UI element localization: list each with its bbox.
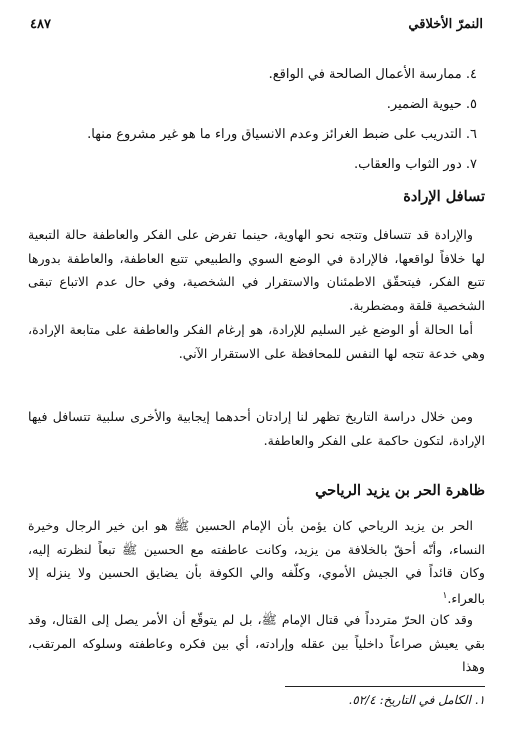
numbered-list [28,60,477,180]
footnote-divider [285,686,485,687]
page-number: ٤٨٧ [30,16,51,32]
paragraph: أما الحالة أو الوضع غير السليم للإرادة، هو إرغام الفكر والعاطفة على متابعة الإرادة، وهي خدعة تتجه لها النفس للمحافظة على الاستقرار الآني. [28,322,485,361]
section-heading: ظاهرة الحر بن يزيد الرياحي [315,482,485,499]
running-header [30,14,483,34]
running-title: النمرّ الأخلاقي [408,16,483,32]
list-item: ٦. التدريب على ضبط الغرائز وعدم الانسياق وراء ما هو غير مشروع منها. [87,127,477,142]
list-item: ٤. ممارسة الأعمال الصالحة في الواقع. [268,67,477,82]
list-item: ٥. حيوية الضمير. [386,97,477,112]
paragraph: وقد كان الحرّ متردداً في قتال الإمام ﷺ، بل لم يتوقّع أن الأمر يصل إلى القتال، وقد بقي يعيش صراعاً داخلياً بين عقله وإرادته، أي بين فكره وعاطفته وسلوكه المرتقب، وهذا [28,612,485,675]
footnote: ١. الكامل في التاريخ: ٥٢/٤. [348,693,485,707]
section-heading: تسافل الإرادة [403,188,485,205]
paragraph-text: الحر بن يزيد الرياحي كان يؤمن بأن الإمام الحسين ﷺ هو ابن خير الرجال وخيرة النساء، وأنّه أحقّ بالخلافة من يزيد، وكانت عاطفته مع الحسين ﷺ تبعاً لنظرته إليه، وكان قائداً في الجيش الأموي، وكلّفه والي الكوفة بأن يضايق الحسين ولا ينزله إلا بالعراء. [28,518,485,607]
paragraph [28,514,485,611]
paragraph: والإرادة قد تتسافل وتتجه نحو الهاوية، حينما تفرض على الفكر والعاطفة حالة التبعية لها خلافاً لواقعها، فالإرادة في الوضع السوي والطبيعي تتبع العاطفة، والعاطفة بدورها تتبع الفكر، فيتحقّق الاطمئنان والاستقرار في الشخصية، وفي حال عدم الاتباع تبقى الشخصية قلقة ومضطربة. [28,227,485,314]
paragraph: ومن خلال دراسة التاريخ تظهر لنا إرادتان أحدهما إيجابية والأخرى سلبية تتسافل فيها الإرادة، لتكون حاكمة على الفكر والعاطفة. [28,409,485,448]
footnote-reference: ١ [442,591,448,602]
list-item: ٧. دور الثواب والعقاب. [354,157,477,172]
